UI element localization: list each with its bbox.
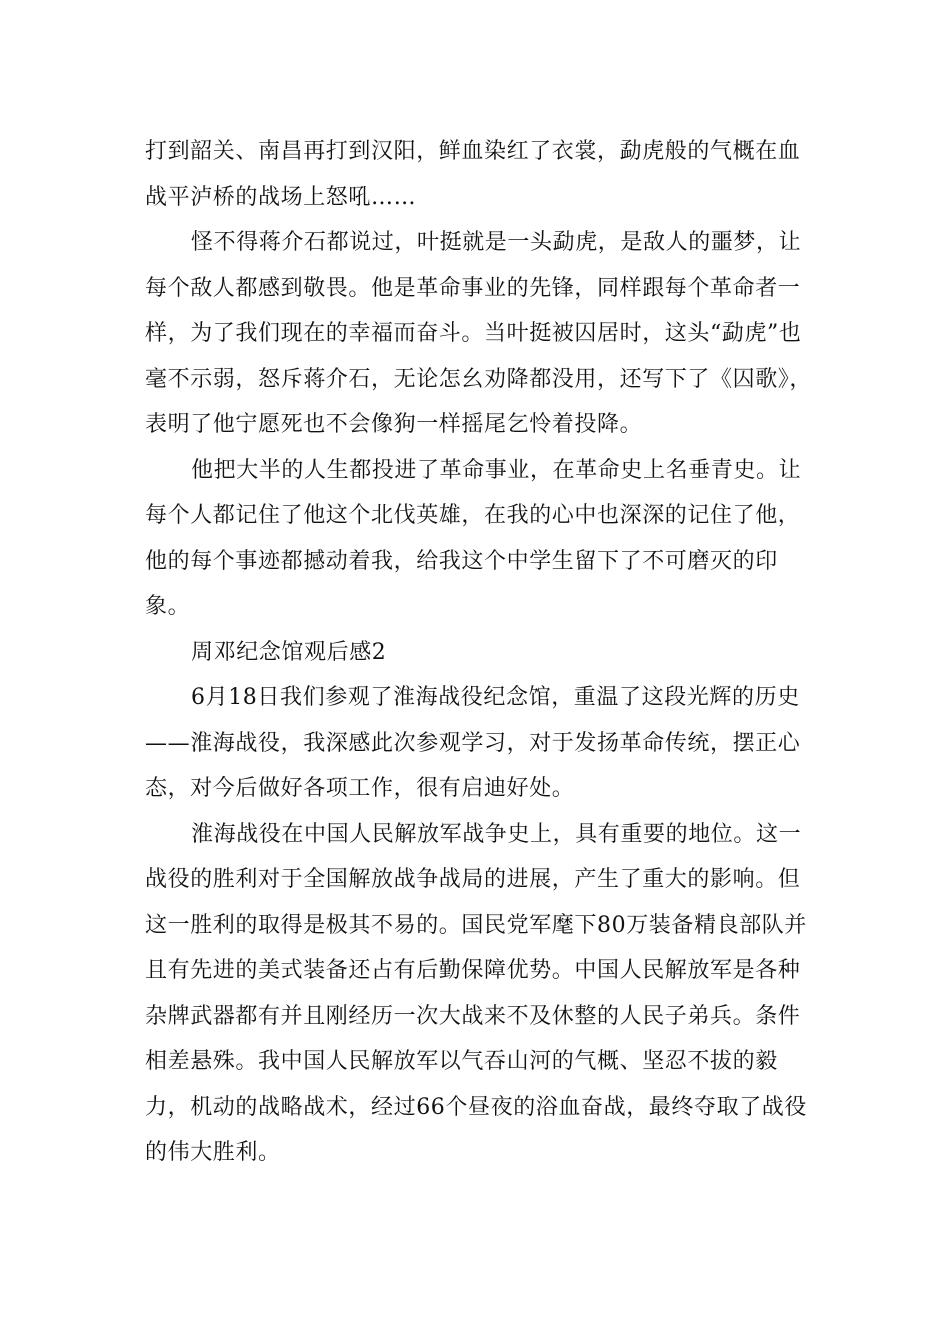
paragraph-huaihai-campaign: 淮海战役在中国人民解放军战争史上，具有重要的地位。这一战役的胜利对于全国解放战争战局的进展，产生了重大的影响。但这一胜利的取得是极其不易的。国民党军麾下80万装备精良部队并且有先进的美式装备还占有后勤保障优势。中国人民解放军是各种杂牌武器都有并且刚经历一次大战来不及休整的人民子弟兵。条件相差悬殊。我中国人民解放军以气吞山河的气概、坚忍不拔的毅力，机动的战略战术，经过66个昼夜的浴血奋战，最终夺取了战役的伟大胜利。 xyxy=(145,821,807,1165)
document-body xyxy=(145,129,815,1176)
paragraph-revolution-legacy: 他把大半的人生都投进了革命事业，在革命史上名垂青史。让每个人都记住了他这个北伐英雄，在我的心中也深深的记住了他，他的每个事迹都撼动着我，给我这个中学生留下了不可磨灭的印象。 xyxy=(145,457,802,619)
paragraph-ye-ting-tiger: 怪不得蒋介石都说过，叶挺就是一头勐虎，是敌人的噩梦，让每个敌人都感到敬畏。他是革命事业的先锋，同样跟每个革命者一样，为了我们现在的幸福而奋斗。当叶挺被囚居时，这头“勐虎”也毫不示弱，怒斥蒋介石，无论怎幺劝降都没用，还写下了《囚歌》，表明了他宁愿死也不会像狗一样摇尾乞怜着投降。 xyxy=(145,230,813,437)
section-heading: 周邓纪念馆观后感2 xyxy=(191,639,387,665)
paragraph-continuation: 打到韶关、南昌再打到汉阳，鲜血染红了衣裳，勐虎般的气概在血战平泸桥的战场上怒吼…… xyxy=(145,139,801,210)
paragraph-visit-memorial: 6月18日我们参观了淮海战役纪念馆，重温了这段光辉的历史——淮海战役，我深感此次参观学习，对于发扬革命传统，摆正心态，对今后做好各项工作，很有启迪好处。 xyxy=(145,685,801,801)
